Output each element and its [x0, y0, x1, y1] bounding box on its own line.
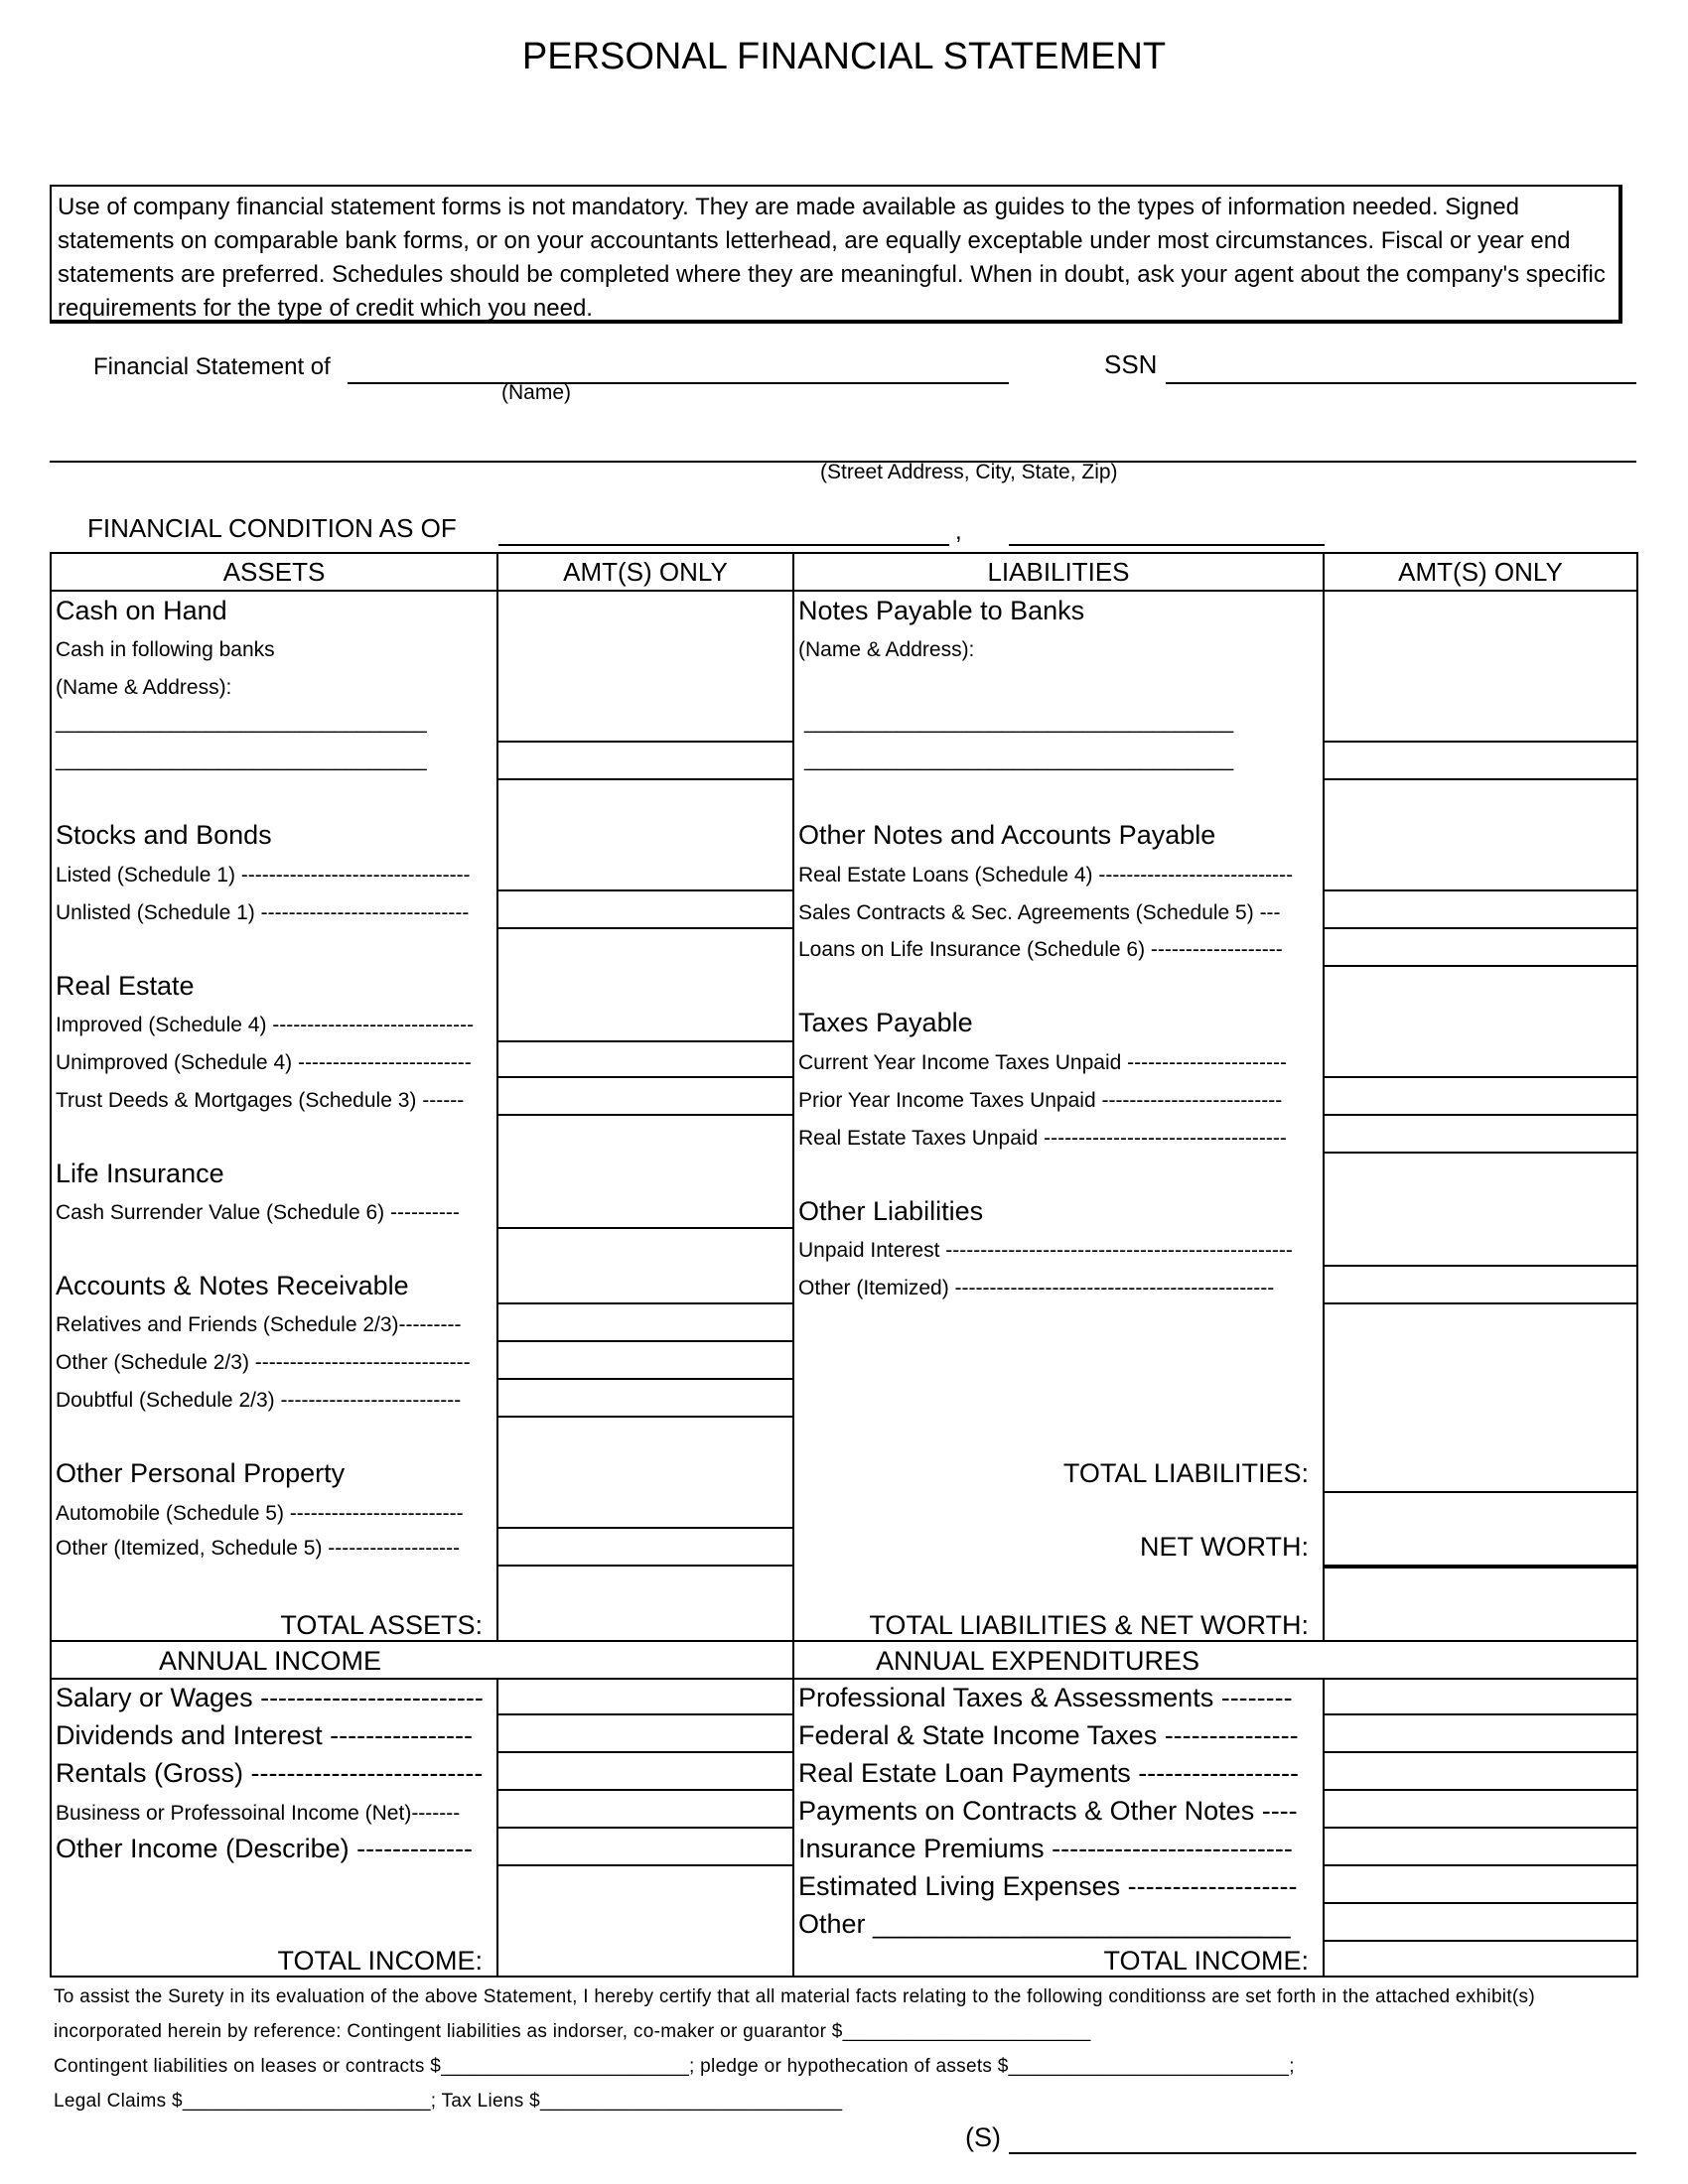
certification-line-1: To assist the Surety in its evaluation of the above Statement, I hereby certify that all material facts relating to the following conditionss are set forth in the attached exhibit(s) — [54, 1986, 1535, 2007]
statement-of-label: Financial Statement of — [93, 353, 331, 380]
amt-other-itemized-5[interactable] — [496, 1529, 792, 1567]
amt-contracts[interactable] — [1323, 1791, 1636, 1829]
date-comma: , — [955, 518, 962, 545]
amt-living[interactable] — [1323, 1866, 1636, 1904]
contracts-label: Payments on Contracts & Other Notes ---- — [798, 1796, 1298, 1826]
amt-cash-surrender[interactable] — [496, 1116, 792, 1229]
amt-re-loan-payments[interactable] — [1323, 1753, 1636, 1791]
amt-cash-banks-2[interactable] — [496, 743, 792, 780]
total-assets-label: TOTAL ASSETS: — [280, 1610, 483, 1640]
other-income-label: Other Income (Describe) ------------- — [56, 1834, 473, 1863]
dividends-label: Dividends and Interest ---------------- — [56, 1720, 474, 1750]
signature-field[interactable] — [1009, 2152, 1636, 2154]
taxes-payable-label: Taxes Payable — [798, 1008, 973, 1037]
total-income-label: TOTAL INCOME: — [277, 1946, 483, 1976]
amt-trust-deeds[interactable] — [496, 1078, 792, 1116]
amt-re-taxes[interactable] — [1323, 1116, 1636, 1154]
ssn-label: SSN — [1104, 349, 1158, 379]
amt-header-right: AMT(S) ONLY — [1398, 557, 1563, 587]
relatives-label: Relatives and Friends (Schedule 2/3)--------- — [56, 1313, 462, 1336]
amt-doubtful[interactable] — [496, 1380, 792, 1418]
amt-other-23[interactable] — [496, 1342, 792, 1380]
amt-automobile[interactable] — [496, 1418, 792, 1529]
amt-salary[interactable] — [496, 1678, 792, 1715]
amt-re-loans[interactable] — [1323, 780, 1636, 891]
amt-other-itemized[interactable] — [1323, 1267, 1636, 1304]
business-label: Business or Professoinal Income (Net)------- — [56, 1802, 461, 1825]
total-expenditures-label: TOTAL INCOME: — [1103, 1946, 1309, 1976]
amt-insurance[interactable] — [1323, 1829, 1636, 1866]
amt-header-left: AMT(S) ONLY — [563, 557, 728, 587]
cash-in-banks-label: Cash in following banks — [56, 638, 275, 661]
name-field[interactable] — [348, 382, 1009, 384]
life-insurance-label: Life Insurance — [56, 1159, 224, 1188]
prior-year-label: Prior Year Income Taxes Unpaid -------------------------- — [798, 1089, 1283, 1112]
total-liab-net-label: TOTAL LIABILITIES & NET WORTH: — [869, 1610, 1309, 1640]
listed-label: Listed (Schedule 1) --------------------------------- — [56, 864, 471, 887]
total-liabilities-label: TOTAL LIABILITIES: — [1062, 1458, 1309, 1488]
net-worth-label: NET WORTH: — [1139, 1532, 1309, 1562]
amt-business[interactable] — [496, 1791, 792, 1829]
trust-deeds-label: Trust Deeds & Mortgages (Schedule 3) ------ — [56, 1089, 465, 1112]
amt-unlisted[interactable] — [496, 891, 792, 929]
bank-line-1[interactable]: ________________________________ — [56, 711, 427, 734]
signature-label: (S) — [965, 2122, 1001, 2152]
sales-contracts-label: Sales Contracts & Sec. Agreements (Schedule 5) --- — [798, 901, 1281, 924]
page-title: PERSONAL FINANCIAL STATEMENT — [521, 36, 1167, 77]
unpaid-interest-label: Unpaid Interest -------------------------------------------------- — [798, 1239, 1293, 1262]
other-liabilities-label: Other Liabilities — [798, 1196, 984, 1226]
real-estate-label: Real Estate — [56, 971, 195, 1001]
amt-dividends[interactable] — [496, 1715, 792, 1753]
amt-listed[interactable] — [496, 780, 792, 891]
amt-total-income[interactable] — [496, 1866, 792, 1976]
address-caption: (Street Address, City, State, Zip) — [820, 461, 1118, 483]
assets-header: ASSETS — [222, 557, 326, 587]
unlisted-label: Unlisted (Schedule 1) ------------------------------ — [56, 901, 470, 924]
re-taxes-label: Real Estate Taxes Unpaid ----------------------------------- — [798, 1127, 1287, 1150]
condition-as-of-label: FINANCIAL CONDITION AS OF — [87, 513, 457, 543]
living-label: Estimated Living Expenses ------------------- — [798, 1871, 1298, 1901]
cash-surrender-label: Cash Surrender Value (Schedule 6) ---------- — [56, 1201, 460, 1224]
amt-accounts-spacer — [496, 1229, 792, 1304]
name-caption: (Name) — [501, 381, 572, 404]
salary-label: Salary or Wages ------------------------- — [56, 1683, 484, 1712]
accounts-notes-label: Accounts & Notes Receivable — [56, 1271, 409, 1300]
amt-total-expenditures[interactable] — [1323, 1942, 1636, 1976]
re-loan-payments-label: Real Estate Loan Payments ------------------ — [798, 1758, 1300, 1788]
improved-label: Improved (Schedule 4) ----------------------------- — [56, 1014, 475, 1036]
certification-line-4[interactable]: Legal Claims $_______________________; Tax Liens $____________________________ — [54, 2091, 843, 2112]
doubtful-label: Doubtful (Schedule 2/3) -------------------------- — [56, 1389, 462, 1412]
amt-total-liabilities[interactable] — [1323, 1304, 1636, 1493]
professional-label: Professional Taxes & Assessments -------- — [798, 1683, 1293, 1712]
amt-other-expenditure[interactable] — [1323, 1904, 1636, 1942]
liabilities-header: LIABILITIES — [987, 557, 1130, 587]
amt-prior-year[interactable] — [1323, 1078, 1636, 1116]
condition-year-field[interactable] — [1009, 544, 1325, 546]
certification-line-2[interactable]: incorporated herein by reference: Contingent liabilities as indorser, co-maker or guarantor $_______________________ — [54, 2021, 1091, 2042]
condition-date-field[interactable] — [498, 544, 949, 546]
other-expenditure-label[interactable]: Other ____________________________ — [798, 1909, 1291, 1939]
other-23-label: Other (Schedule 2/3) ------------------------------- — [56, 1351, 471, 1374]
amt-loans-life[interactable] — [1323, 929, 1636, 967]
amt-net-worth[interactable] — [1323, 1493, 1636, 1569]
amt-total-assets[interactable] — [496, 1567, 792, 1640]
automobile-label: Automobile (Schedule 5) ------------------------- — [56, 1502, 464, 1525]
amt-current-year[interactable] — [1323, 967, 1636, 1078]
amt-notes-banks-1[interactable] — [1323, 590, 1636, 743]
unimproved-label: Unimproved (Schedule 4) ------------------------- — [56, 1051, 472, 1074]
bank-line-2[interactable]: ________________________________ — [56, 749, 427, 771]
annual-income-header: ANNUAL INCOME — [159, 1646, 382, 1676]
stocks-bonds-label: Stocks and Bonds — [56, 820, 272, 850]
other-itemized-label: Other (Itemized) ---------------------------------------------- — [798, 1277, 1275, 1299]
amt-sales-contracts[interactable] — [1323, 891, 1636, 929]
notes-banks-label: Notes Payable to Banks — [798, 596, 1085, 625]
certification-line-3[interactable]: Contingent liabilities on leases or contracts $_______________________; pledge or hypothecation of assets $__________________________; — [54, 2056, 1295, 2077]
other-itemized-5-label: Other (Itemized, Schedule 5) ------------------- — [56, 1537, 461, 1560]
amt-rentals[interactable] — [496, 1753, 792, 1791]
amt-federal-state[interactable] — [1323, 1715, 1636, 1753]
federal-state-label: Federal & State Income Taxes --------------- — [798, 1720, 1299, 1750]
liab-name-address-label: (Name & Address): — [798, 638, 975, 661]
amt-notes-banks-2[interactable] — [1323, 743, 1636, 780]
re-loans-label: Real Estate Loans (Schedule 4) ---------------------------- — [798, 864, 1294, 887]
rentals-label: Rentals (Gross) -------------------------- — [56, 1758, 484, 1788]
loans-life-label: Loans on Life Insurance (Schedule 6) ------------------- — [798, 938, 1283, 961]
current-year-label: Current Year Income Taxes Unpaid ----------------------- — [798, 1051, 1287, 1074]
other-personal-label: Other Personal Property — [56, 1458, 346, 1488]
amt-relatives[interactable] — [496, 1304, 792, 1342]
amt-other-income[interactable] — [496, 1829, 792, 1866]
amt-improved[interactable] — [496, 929, 792, 1042]
liab-bank-line-2[interactable]: _____________________________________ — [804, 749, 1234, 771]
cash-on-hand-label: Cash on Hand — [56, 596, 227, 625]
annual-expenditures-header: ANNUAL EXPENDITURES — [876, 1646, 1200, 1676]
amt-total-liab-net[interactable] — [1323, 1569, 1636, 1640]
bank-name-address-label: (Name & Address): — [56, 676, 232, 699]
amt-unpaid-interest[interactable] — [1323, 1154, 1636, 1267]
insurance-label: Insurance Premiums --------------------------- — [798, 1834, 1293, 1863]
instructions-box: Use of company financial statement forms is not mandatory. They are made available as guides to the types of information needed. Signed statements on comparable bank forms, or on your accountants letterhead, are equally exceptable under most circumstances. Fiscal or year end statements are preferred. Schedules should be completed where they are meaningful. When in doubt, ask your agent about the company's specific requirements for the type of credit which you need. — [50, 185, 1622, 324]
amt-cash-banks-1[interactable] — [496, 590, 792, 743]
amt-professional[interactable] — [1323, 1678, 1636, 1715]
other-notes-label: Other Notes and Accounts Payable — [798, 820, 1216, 850]
liab-bank-line-1[interactable]: _____________________________________ — [804, 711, 1234, 734]
amt-unimproved[interactable] — [496, 1042, 792, 1078]
ssn-field[interactable] — [1166, 382, 1636, 384]
